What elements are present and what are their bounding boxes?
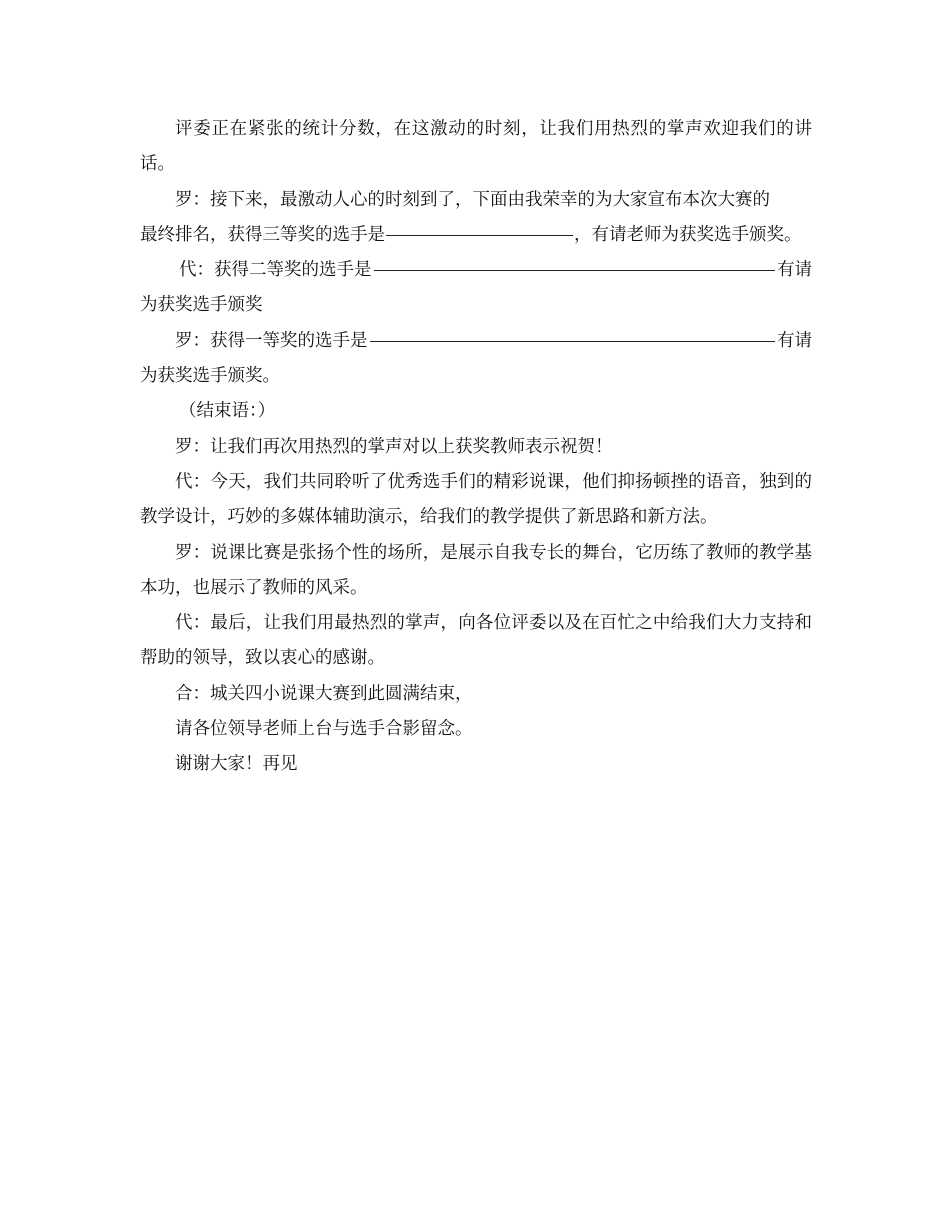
first-prize-blank xyxy=(370,341,776,342)
paragraph-farewell: 谢谢大家！再见 xyxy=(175,754,298,775)
second-prize-tail: 有请 xyxy=(777,260,812,281)
paragraph-group-photo: 请各位领导老师上台与选手合影留念。 xyxy=(175,719,473,740)
document-body xyxy=(140,112,812,783)
paragraph-competition-significance: 罗：说课比赛是张扬个性的场所，是展示自我专长的舞台，它历练了教师的教学基本功，也展示了教师的风采。 xyxy=(140,542,812,598)
paragraph-closing-announcement: 合：城关四小说课大赛到此圆满结束， xyxy=(175,683,473,704)
paragraph-congratulations: 罗：让我们再次用热烈的掌声对以上获奖教师表示祝贺！ xyxy=(175,436,613,457)
second-prize-line xyxy=(140,253,812,288)
paragraph-review-of-lessons: 代：今天，我们共同聆听了优秀选手们的精彩说课，他们抑扬顿挫的语音，独到的教学设计，巧妙的多媒体辅助演示，给我们的教学提供了新思路和新方法。 xyxy=(140,471,812,528)
second-prize-continuation: 为获奖选手颁奖 xyxy=(140,295,263,316)
paragraph-judges-scoring: 评委正在紧张的统计分数，在这激动的时刻，让我们用热烈的掌声欢迎我们的讲话。 xyxy=(140,119,812,175)
third-prize-tail: ，有请老师为获奖选手颁奖。 xyxy=(574,224,802,245)
first-prize-line xyxy=(140,324,812,359)
third-prize-blank xyxy=(386,235,573,236)
third-prize-label: 最终排名，获得三等奖的选手是 xyxy=(140,224,385,245)
first-prize-tail: 有请 xyxy=(777,330,812,351)
paragraph-thanks-to-judges: 代：最后，让我们用最热烈的掌声，向各位评委以及在百忙之中给我们大力支持和帮助的领导，致以衷心的感谢。 xyxy=(140,613,812,669)
second-prize-blank xyxy=(374,270,776,271)
third-prize-line xyxy=(140,218,812,253)
second-prize-label: 代：获得二等奖的选手是 xyxy=(179,260,372,281)
first-prize-label: 罗：获得一等奖的选手是 xyxy=(175,330,368,351)
closing-remarks-heading: （结束语：） xyxy=(179,401,276,422)
first-prize-continuation: 为获奖选手颁奖。 xyxy=(140,366,280,387)
paragraph-announcement-intro-line: 罗：接下来，最激动人心的时刻到了，下面由我荣幸的为大家宣布本次大赛的 xyxy=(175,189,770,210)
